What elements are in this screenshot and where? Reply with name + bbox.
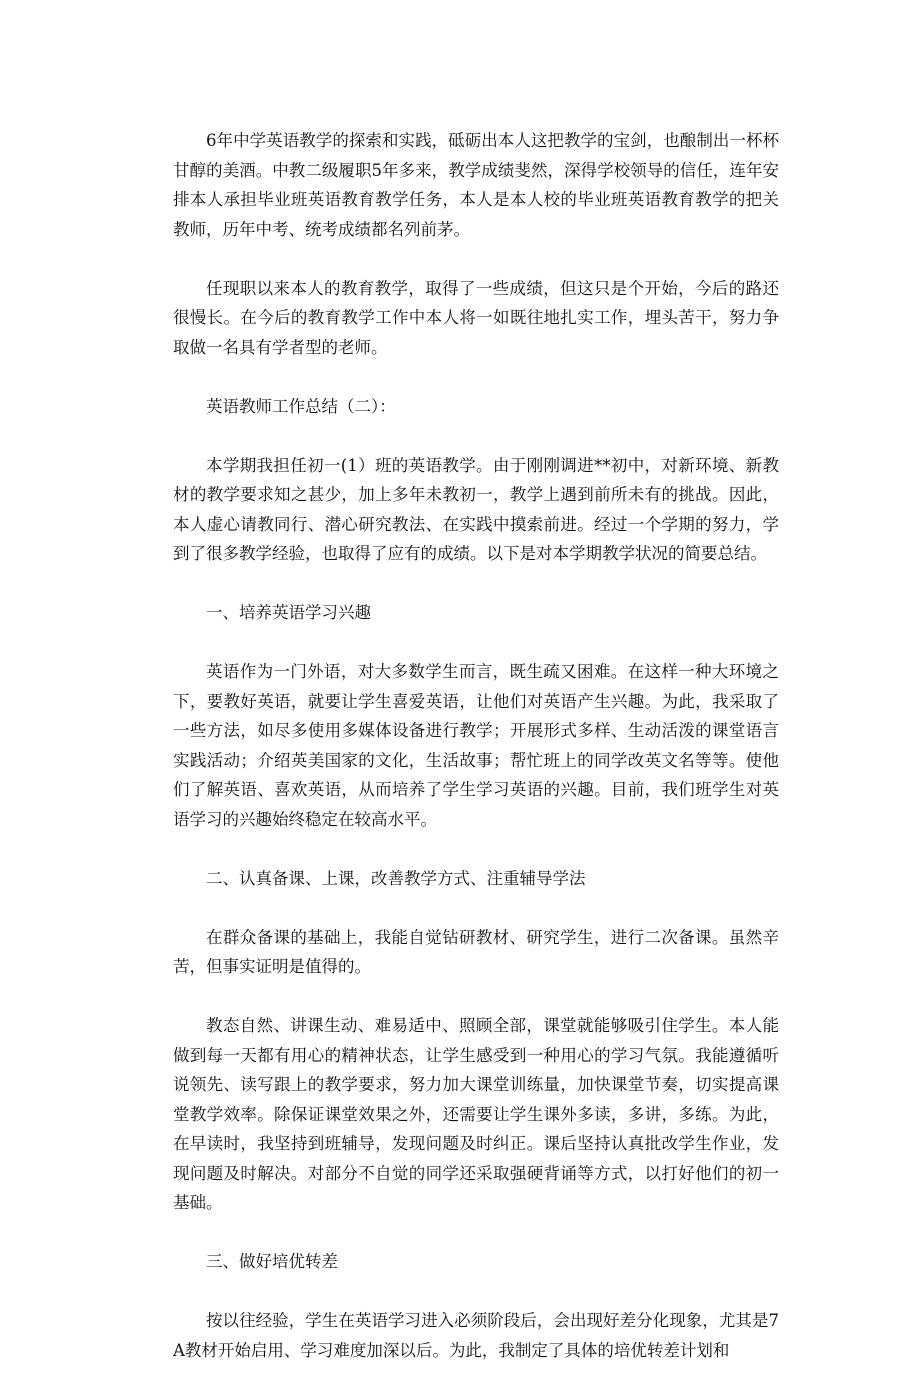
paragraph: 任现职以来本人的教育教学，取得了一些成绩，但这只是个开始，今后的路还很慢长。在今后的教育教学工作中本人将一如既往地扎实工作，埋头苦干，努力争取做一名具有学者型的老师。 <box>173 278 779 357</box>
paragraph: 本学期我担任初一(1）班的英语教学。由于刚刚调进**初中，对新环境、新教材的教学要求知之甚少，加上多年未教初一，教学上遇到前所未有的挑战。因此，本人虚心请教同行、潜心研究教法、在实践中摸索前进。经过一个学期的努力，学到了很多教学经验，也取得了应有的成绩。以下是对本学期教学状况的简要总结。 <box>173 455 779 563</box>
paragraph: 在群众备课的基础上，我能自觉钻研教材、研究学生，进行二次备课。虽然辛苦，但事实证明是值得的。 <box>173 927 779 976</box>
section-heading: 二、认真备课、上课，改善教学方式、注重辅导学法 <box>206 868 586 888</box>
paragraph: 按以往经验，学生在英语学习进入必须阶段后，会出现好差分化现象，尤其是7A教材开始启用、学习难度加深以后。为此，我制定了具体的培优转差计划和 <box>173 1311 779 1360</box>
section-heading: 一、培养英语学习兴趣 <box>206 603 371 622</box>
paragraph: 6年中学英语教学的探索和实践，砥砺出本人这把教学的宝剑，也酿制出一杯杯甘醇的美酒。中教二级履职5年多来，教学成绩斐然，深得学校领导的信任，连年安排本人承担毕业班英语教育教学任务，本人是本人校的毕业班英语教育教学的把关教师，历年中考、统考成绩都名列前茅。 <box>173 131 779 239</box>
document-body <box>173 126 779 1395</box>
paragraph: 教态自然、讲课生动、难易适中、照顾全部，课堂就能够吸引住学生。本人能做到每一天都有用心的精神状态，让学生感受到一种用心的学习气氛。我能遵循听说领先、读写跟上的教学要求，努力加大课堂训练量，加快课堂节奏，切实提高课堂教学效率。除保证课堂效果之外，还需要让学生课外多读，多讲，多练。为此，在早读时，我坚持到班辅导，发现问题及时纠正。课后坚持认真批改学生作业，发现问题及时解决。对部分不自觉的同学还采取强硬背诵等方式，以打好他们的初一基础。 <box>173 1016 779 1212</box>
section-title: 英语教师工作总结（二）： <box>206 396 396 416</box>
section-heading: 三、做好培优转差 <box>206 1252 338 1271</box>
paragraph: 英语作为一门外语，对大多数学生而言，既生疏又困难。在这样一种大环境之下，要教好英语，就要让学生喜爱英语，让他们对英语产生兴趣。为此，我采取了一些方法，如尽多使用多媒体设备进行教学；开展形式多样、生动活泼的课堂语言实践活动；介绍英美国家的文化，生活故事；帮忙班上的同学改英文名等等。使他们了解英语、喜欢英语，从而培养了学生学习英语的兴趣。目前，我们班学生对英语学习的兴趣始终稳定在较高水平。 <box>173 662 779 829</box>
